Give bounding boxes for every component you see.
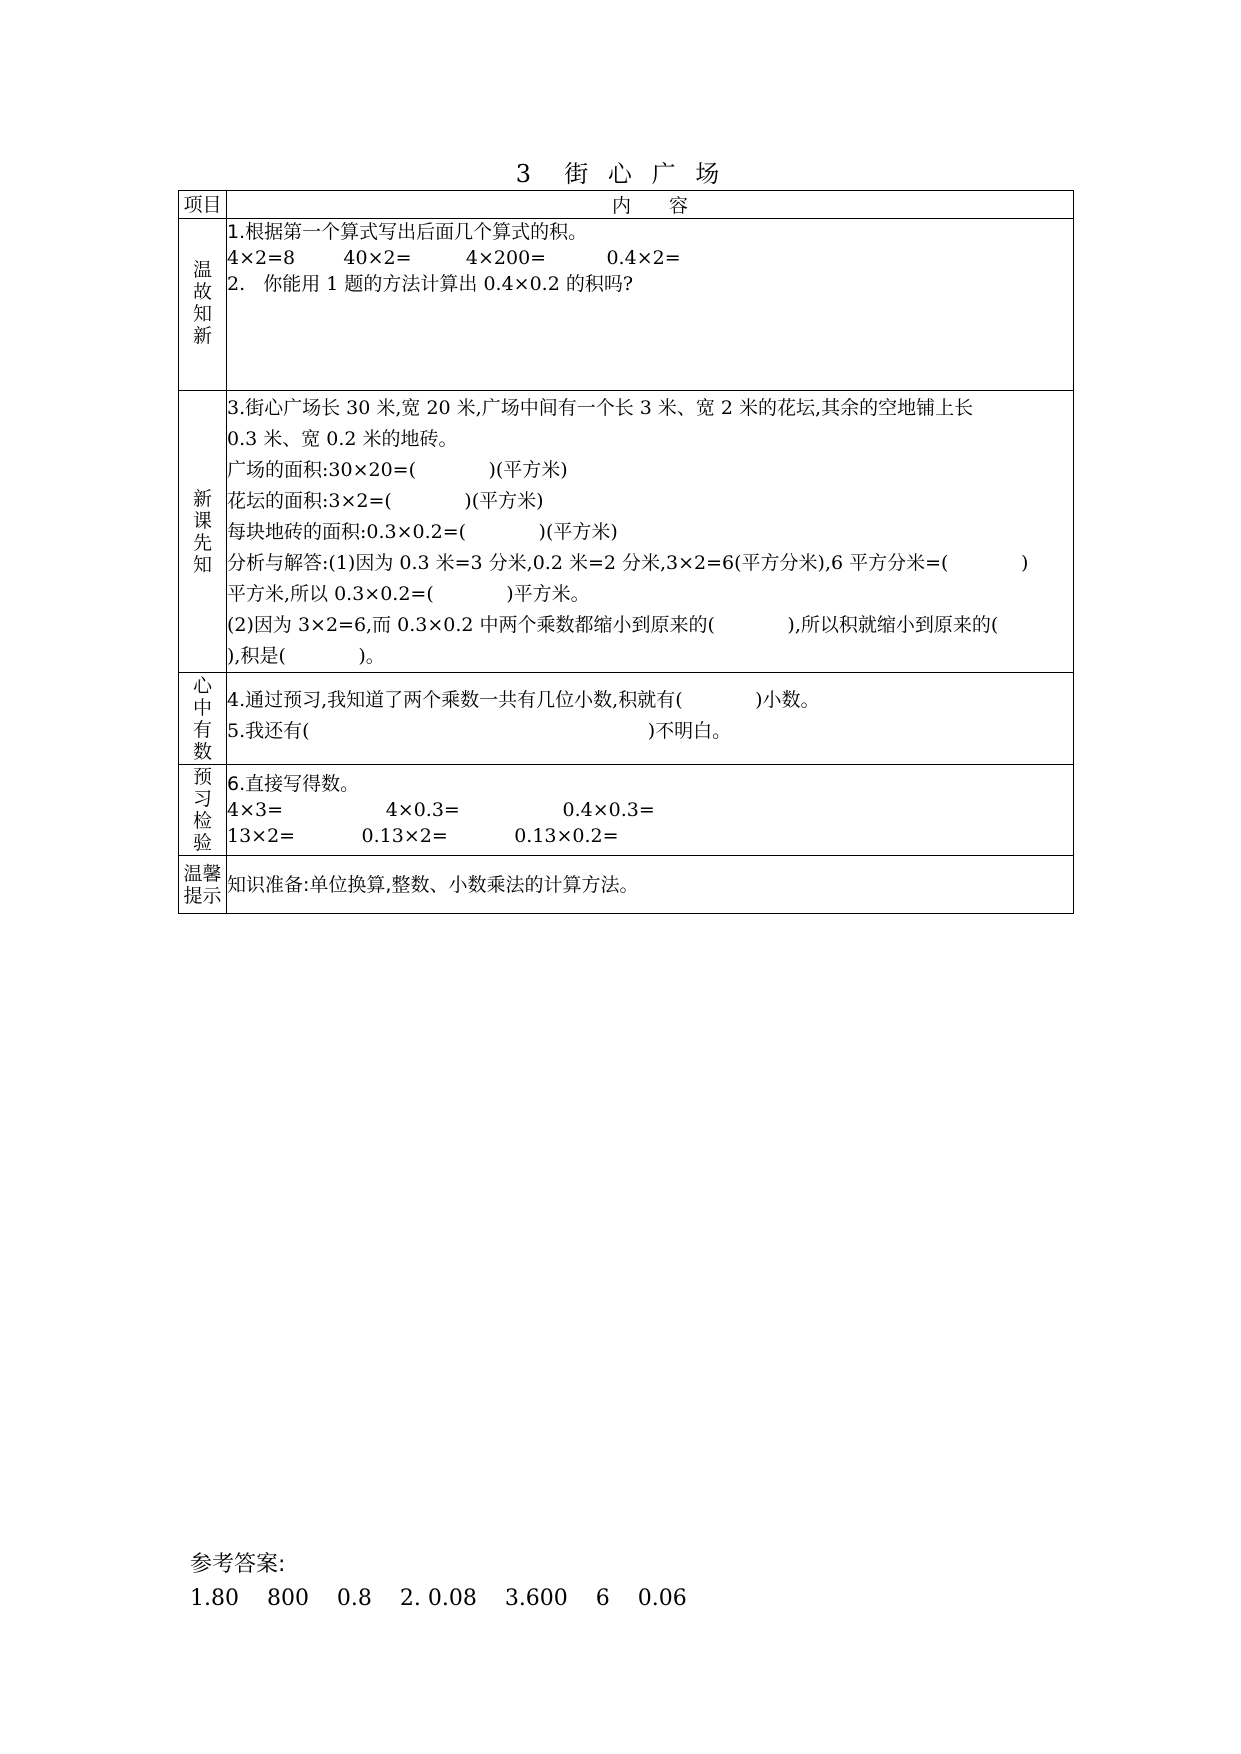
section-self-check	[179, 673, 1074, 765]
header-project: 项目	[179, 191, 227, 219]
content-line: 分析与解答:(1)因为 0.3 米=3 分米,0.2 米=2 分米,3×2=6(平方分米),6 平方分米=( )	[227, 552, 1029, 574]
answer-text: 1.80 800 0.8 2. 0.08 3.600 6 0.06	[190, 1586, 687, 1611]
section-content	[227, 673, 1074, 765]
section-label	[179, 673, 227, 765]
section-label	[179, 391, 227, 673]
content-line: 5.我还有( )不明白。	[227, 720, 732, 742]
content-line: 1.根据第一个算式写出后面几个算式的积。	[227, 221, 588, 243]
section-label-text: 温馨提示	[183, 862, 222, 907]
content-line: 0.3 米、宽 0.2 米的地砖。	[227, 428, 458, 450]
content-line: ),积是( )。	[227, 645, 385, 667]
content-line: 每块地砖的面积:0.3×0.2=( )(平方米)	[227, 521, 618, 543]
section-content	[227, 765, 1074, 856]
section-label	[179, 219, 227, 391]
section-tips	[179, 856, 1074, 914]
content-line: 13×2= 0.13×2= 0.13×0.2=	[227, 825, 619, 847]
worksheet-table	[178, 190, 1074, 914]
section-content	[227, 391, 1074, 673]
section-content	[227, 856, 1074, 914]
table-header-row	[179, 191, 1074, 219]
content-line: 2. 你能用 1 题的方法计算出 0.4×0.2 的积吗?	[227, 273, 634, 295]
content-line: 4.通过预习,我知道了两个乘数一共有几位小数,积就有( )小数。	[227, 689, 820, 711]
content-line: 4×3= 4×0.3= 0.4×0.3=	[227, 799, 655, 821]
section-label-text: 心中有数	[192, 674, 212, 763]
page-title: 3 街 心 广 场	[515, 160, 726, 188]
content-line: 广场的面积:30×20=( )(平方米)	[227, 459, 568, 481]
section-content	[227, 219, 1074, 391]
content-line: 6.直接写得数。	[227, 773, 360, 795]
content-line: 平方米,所以 0.3×0.2=( )平方米。	[227, 583, 590, 605]
content-line: 4×2=8 40×2= 4×200= 0.4×2=	[227, 247, 681, 269]
header-content: 内 容	[227, 191, 1074, 219]
section-label-text: 新课先知	[192, 487, 212, 576]
section-label-text: 温故知新	[192, 259, 212, 347]
answer-key	[190, 1548, 687, 1616]
answer-heading: 参考答案:	[190, 1552, 286, 1577]
section-preview	[179, 391, 1074, 673]
content-line: (2)因为 3×2=6,而 0.3×0.2 中两个乘数都缩小到原来的( ),所以积就缩小到原来的(	[227, 614, 999, 636]
section-label	[179, 765, 227, 856]
content-line: 3.街心广场长 30 米,宽 20 米,广场中间有一个长 3 米、宽 2 米的花坛,其余的空地铺上长	[227, 397, 974, 419]
section-practice	[179, 765, 1074, 856]
section-label	[179, 856, 227, 914]
content-line: 花坛的面积:3×2=( )(平方米)	[227, 490, 544, 512]
section-label-text: 预习检验	[192, 766, 212, 854]
content-line: 知识准备:单位换算,整数、小数乘法的计算方法。	[227, 873, 639, 896]
section-review	[179, 219, 1074, 391]
